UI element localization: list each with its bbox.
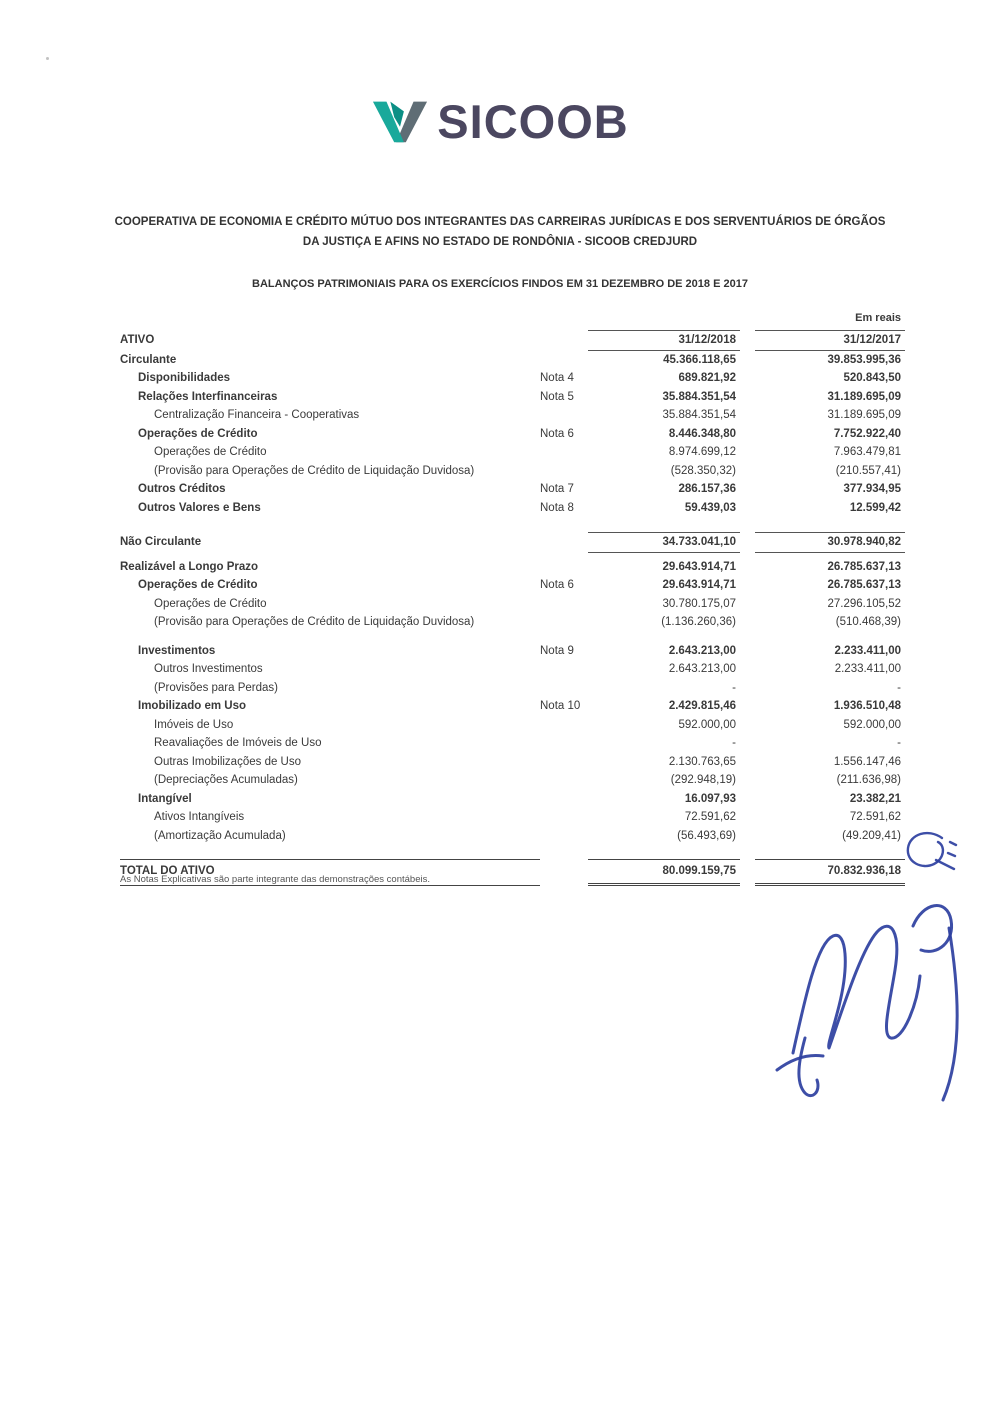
row-value-2017: 72.591,62 [849, 811, 901, 823]
row-value-2018: 35.884.351,54 [662, 390, 736, 403]
table-row [120, 369, 905, 388]
row-nota: Nota 6 [540, 427, 574, 440]
row-label: TOTAL DO ATIVO [120, 859, 540, 886]
row-label: Intangível [138, 792, 192, 805]
section-header-ativo: ATIVO [120, 334, 155, 346]
row-value-2018: 72.591,62 [684, 811, 736, 823]
table-header-row [120, 330, 905, 351]
currency-note: Em reais [855, 312, 901, 324]
logo-wordmark: SICOOB [437, 94, 629, 148]
row-value-2018: 45.366.118,65 [663, 353, 736, 366]
table-row [120, 576, 905, 595]
row-label: (Provisão para Operações de Crédito de Liquidação Duvidosa) [154, 464, 475, 477]
row-nota [540, 859, 588, 886]
row-value-2018: 2.130.763,65 [668, 755, 736, 768]
table-row [120, 716, 905, 735]
table-row [120, 406, 905, 425]
row-value-2017: 12.599,42 [849, 501, 901, 514]
row-value-2018: - [732, 737, 736, 749]
row-value-2017: 39.853.995,36 [827, 353, 901, 366]
row-nota: Nota 10 [540, 700, 581, 712]
row-label: Centralização Financeira - Cooperativas [154, 409, 360, 421]
row-value-2017: 2.233.411,00 [834, 644, 901, 657]
row-value-2018: (528.350,32) [670, 464, 736, 477]
row-label: Imóveis de Uso [154, 718, 234, 731]
row-value-2018: 29.643.914,71 [662, 579, 736, 591]
row-label: (Provisões para Perdas) [154, 681, 278, 694]
row-value-2018: 689.821,92 [678, 372, 736, 384]
row-value-2018: 8.974.699,12 [668, 446, 736, 458]
row-value-2018: 59.439,03 [684, 501, 736, 514]
sicoob-v-icon [371, 96, 429, 146]
table-row [120, 753, 905, 772]
row-value-2018: 30.780.175,07 [662, 597, 736, 610]
row-value-2017: - [897, 681, 901, 694]
row-nota: Nota 5 [540, 390, 574, 403]
row-value-2018: 8.446.348,80 [668, 427, 736, 440]
row-value-2017: 31.189.695,09 [827, 409, 901, 421]
row-value-2017: 31.189.695,09 [827, 390, 901, 403]
row-label: Relações Interfinanceiras [138, 390, 278, 403]
row-nota: Nota 8 [540, 501, 574, 514]
row-nota: Nota 7 [540, 483, 574, 495]
table-row [120, 595, 905, 614]
row-label: Operações de Crédito [138, 579, 258, 591]
handwritten-signature-ink [765, 888, 965, 1113]
row-value-2017: (211.636,98) [836, 774, 901, 786]
table-row [120, 613, 905, 632]
sicoob-logo [0, 96, 1000, 146]
row-label: Operações de Crédito [154, 446, 267, 458]
table-row [120, 827, 905, 846]
table-row [120, 425, 905, 444]
row-value-2017: 70.832.936,18 [755, 859, 905, 886]
row-label: (Depreciações Acumuladas) [154, 774, 298, 786]
row-label: (Amortização Acumulada) [154, 829, 286, 842]
row-label: Reavaliações de Imóveis de Uso [154, 737, 322, 749]
table-row [120, 499, 905, 518]
row-value-2018: (292.948,19) [670, 774, 736, 786]
row-label: Não Circulante [120, 536, 202, 548]
row-value-2017: 26.785.637,13 [827, 579, 901, 591]
row-value-2018: 2.643.213,00 [668, 644, 736, 657]
table-row [120, 351, 905, 370]
row-nota: Nota 9 [540, 644, 574, 657]
table-row [120, 771, 905, 790]
table-body [120, 351, 905, 886]
column-header-2017: 31/12/2017 [755, 330, 905, 351]
row-value-2017: 23.382,21 [849, 792, 901, 805]
scan-artifact [46, 57, 49, 60]
column-header-2018: 31/12/2018 [588, 330, 740, 351]
row-value-2018: - [732, 681, 736, 694]
row-nota: Nota 4 [540, 372, 574, 384]
row-value-2018: 29.643.914,71 [662, 560, 736, 573]
row-value-2018: 2.643.213,00 [668, 663, 736, 675]
balance-sheet-table [120, 330, 905, 886]
row-value-2018: (1.136.260,36) [661, 616, 736, 628]
row-label: Imobilizado em Uso [138, 700, 246, 712]
row-label: Disponibilidades [138, 372, 231, 384]
row-value-2017: 26.785.637,13 [827, 560, 901, 573]
row-value-2017: 2.233.411,00 [834, 663, 901, 675]
row-label: Investimentos [138, 644, 216, 657]
row-value-2017: (49.209,41) [842, 829, 901, 842]
row-value-2017: 1.556.147,46 [833, 755, 901, 768]
statement-title: BALANÇOS PATRIMONIAIS PARA OS EXERCÍCIOS FINDOS EM 31 DEZEMBRO DE 2018 E 2017 [252, 278, 748, 290]
row-value-2017: (510.468,39) [835, 616, 901, 628]
row-label: Outros Valores e Bens [138, 501, 261, 514]
row-value-2017: 520.843,50 [843, 372, 901, 384]
row-value-2018: 592.000,00 [678, 718, 736, 731]
row-value-2017: (210.557,41) [835, 464, 901, 477]
row-value-2018: 35.884.351,54 [662, 409, 736, 421]
row-value-2018: 80.099.159,75 [588, 859, 740, 886]
row-label: Operações de Crédito [154, 597, 267, 610]
row-label: Outros Créditos [138, 483, 226, 495]
row-value-2017: 7.752.922,40 [833, 427, 901, 440]
table-row [120, 462, 905, 481]
row-value-2018: 34.733.041,10 [588, 532, 740, 553]
row-label: Realizável a Longo Prazo [120, 560, 259, 573]
table-row [120, 443, 905, 462]
table-row [120, 734, 905, 753]
row-value-2017: 592.000,00 [843, 718, 901, 731]
row-value-2017: - [897, 737, 901, 749]
row-label: Outros Investimentos [154, 663, 263, 675]
row-nota: Nota 6 [540, 579, 574, 591]
row-value-2017: 27.296.105,52 [827, 597, 901, 610]
row-value-2018: 16.097,93 [684, 792, 736, 805]
row-label: Circulante [120, 353, 177, 366]
row-label: Ativos Intangíveis [154, 811, 245, 823]
row-value-2018: 2.429.815,46 [668, 700, 736, 712]
handwritten-initials-ink [900, 826, 964, 878]
table-row [120, 808, 905, 827]
row-value-2018: 286.157,36 [678, 483, 736, 495]
row-label: Operações de Crédito [138, 427, 258, 440]
table-row [120, 480, 905, 499]
organization-title: COOPERATIVA DE ECONOMIA E CRÉDITO MÚTUO DOS INTEGRANTES DAS CARREIRAS JURÍDICAS E DOS SERVENTUÁRIOS DE ÓRGÃOS DA JUSTIÇA E AFINS NO ESTADO DE RONDÔNIA - SICOOB CREDJURD [114, 216, 886, 249]
row-value-2017: 7.963.479,81 [833, 446, 901, 458]
explanatory-notes-footnote: As Notas Explicativas são parte integrante das demonstrações contábeis. [120, 874, 430, 885]
table-row [120, 388, 905, 407]
table-row [120, 532, 905, 553]
table-row [120, 790, 905, 809]
row-label: (Provisão para Operações de Crédito de Liquidação Duvidosa) [154, 616, 475, 628]
table-row [120, 679, 905, 698]
table-row [120, 697, 905, 716]
row-label: Outras Imobilizações de Uso [154, 755, 302, 768]
row-value-2018: (56.493,69) [677, 829, 736, 842]
table-row [120, 642, 905, 661]
row-value-2017: 377.934,95 [843, 483, 901, 495]
row-value-2017: 1.936.510,48 [833, 700, 901, 712]
row-value-2017: 30.978.940,82 [755, 532, 905, 553]
table-row [120, 558, 905, 577]
table-row [120, 660, 905, 679]
